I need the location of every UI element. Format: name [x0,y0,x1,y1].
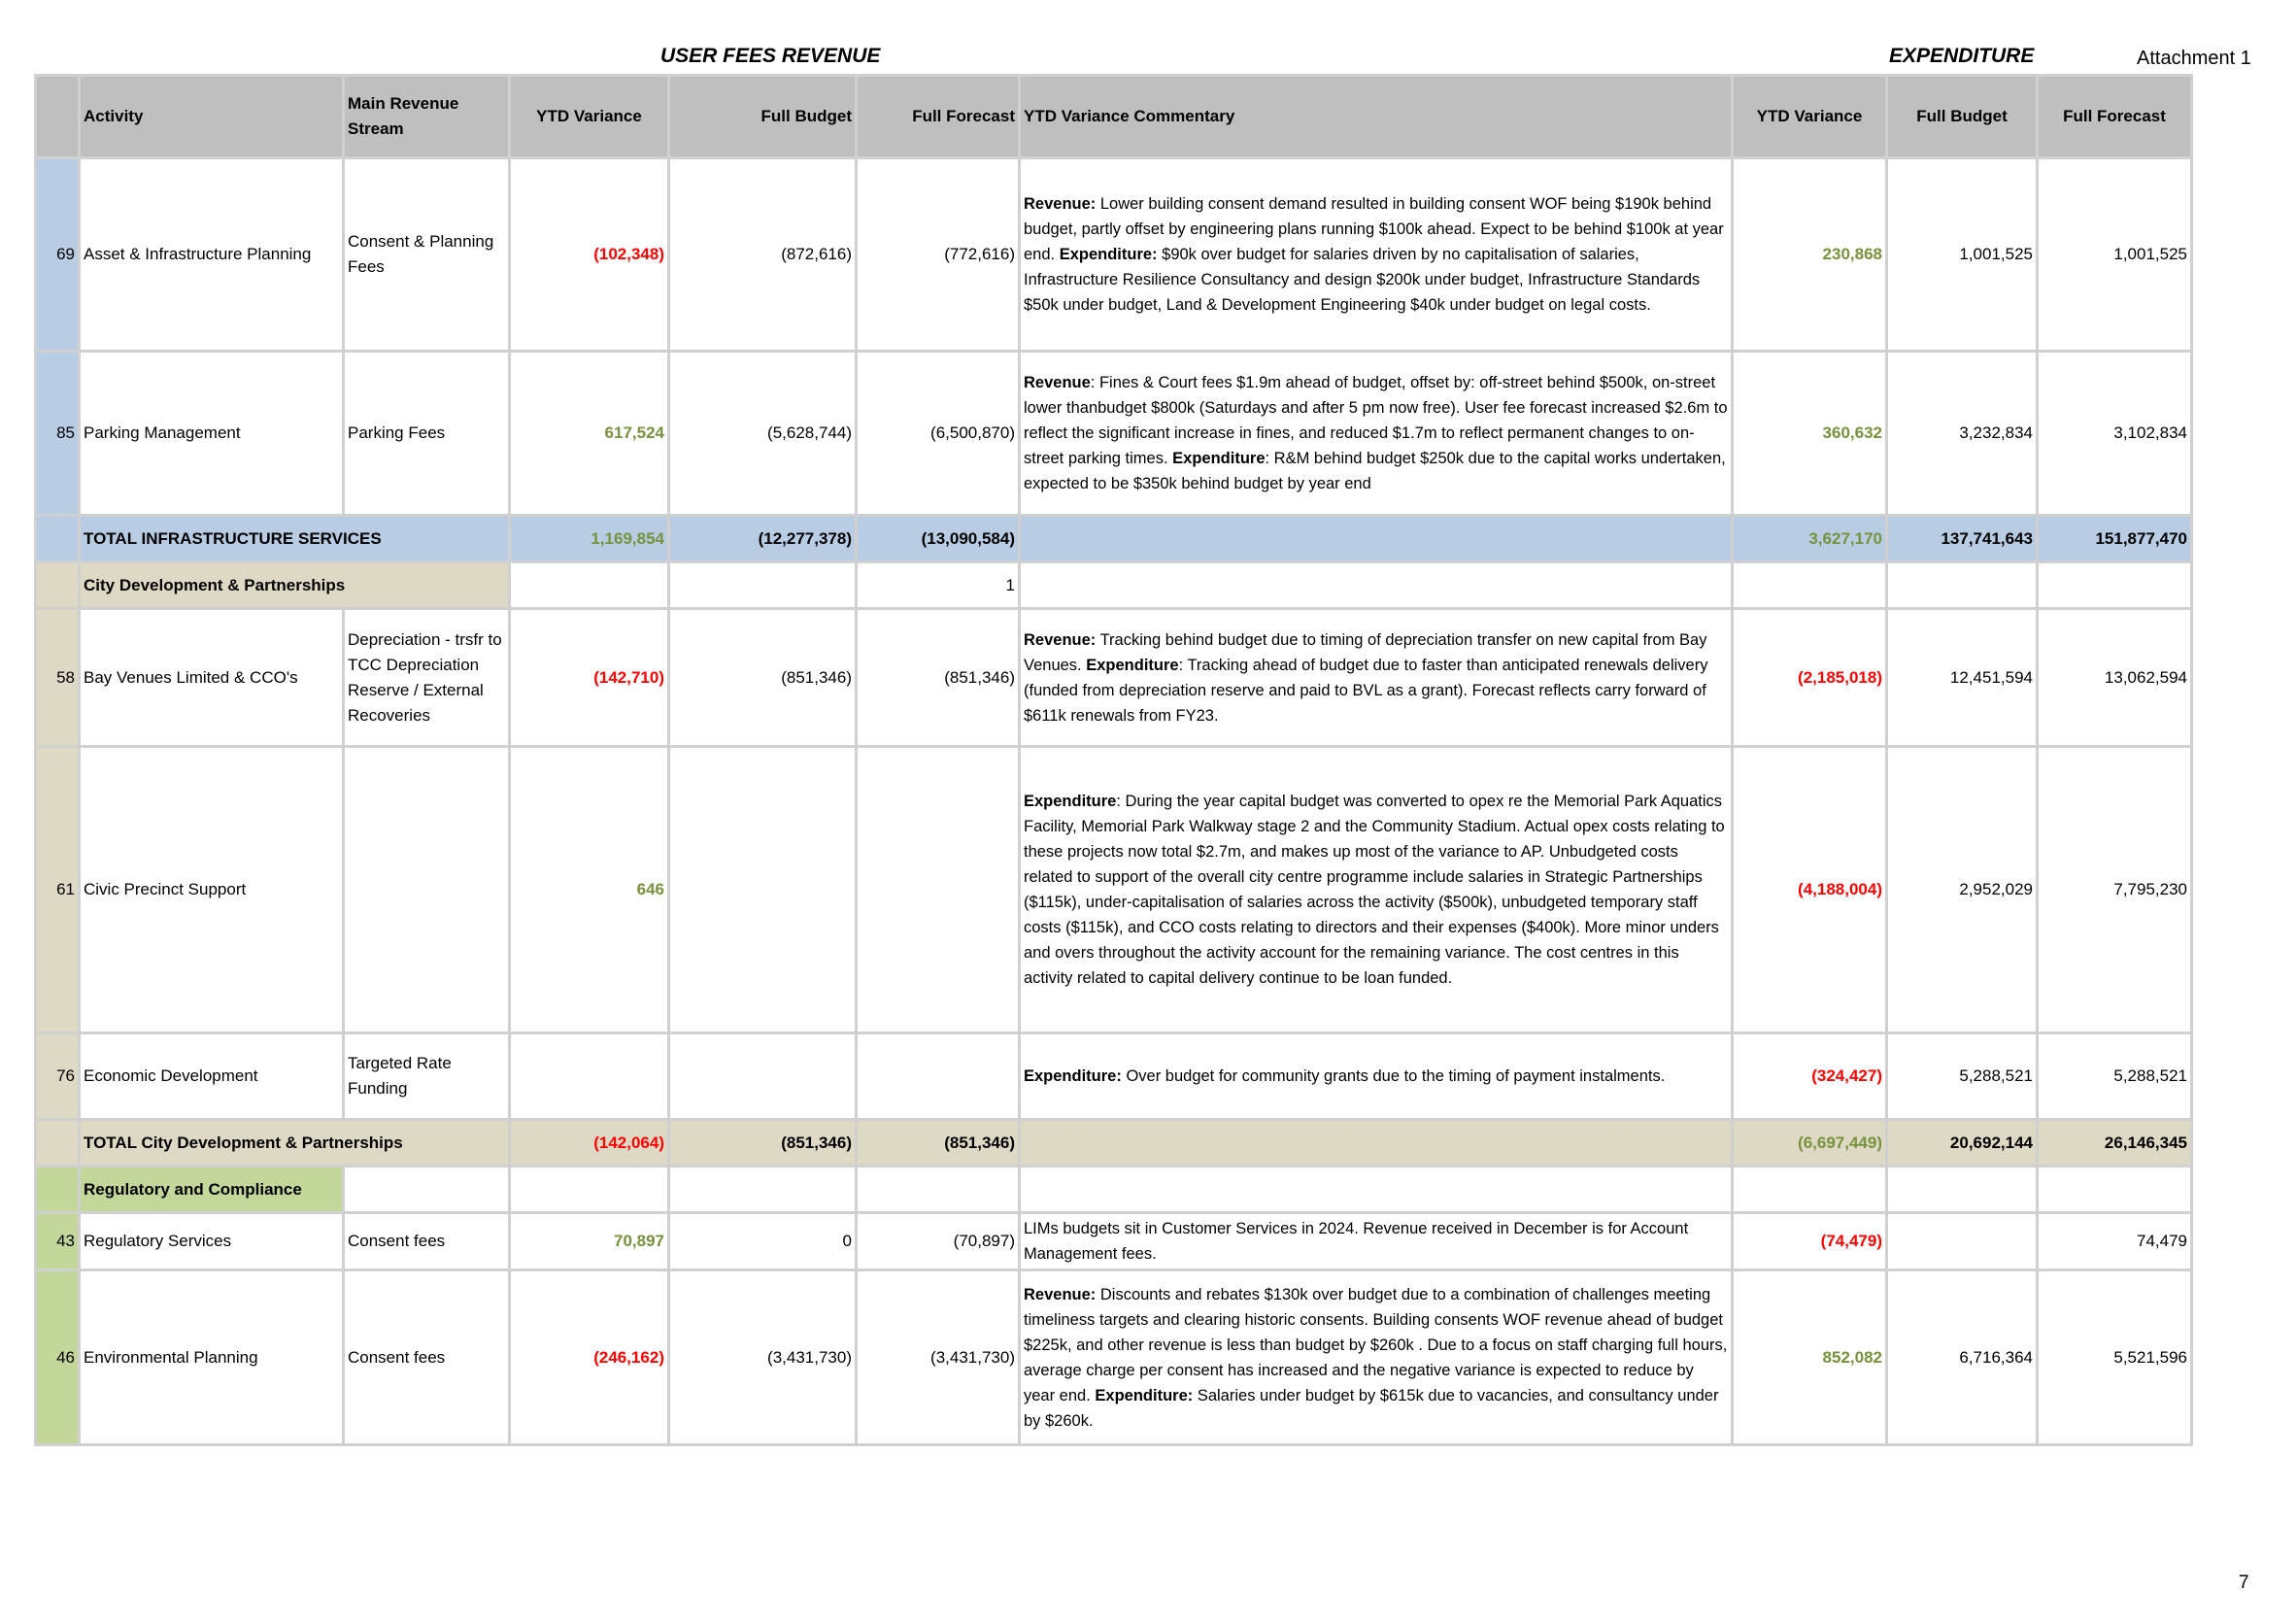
expenditure-ytd-variance: (2,185,018) [1733,609,1887,747]
commentary-label-expenditure: Expenditure: [1059,246,1158,263]
revenue-stream-cell: Consent fees [344,1270,510,1445]
revenue-ytd-variance: 70,897 [510,1213,669,1270]
expenditure-full-budget: 137,741,643 [1887,516,2038,562]
expenditure-full-budget [1887,1213,2038,1270]
activity-cell: Regulatory Services [80,1213,344,1270]
expenditure-full-forecast [2038,562,2192,609]
table-row [36,158,2192,352]
header-revenue-ytd-variance: YTD Variance [510,76,669,158]
section-header-row [36,562,2192,609]
revenue-full-forecast: (70,897) [857,1213,1020,1270]
activity-cell: Civic Precinct Support [80,747,344,1033]
variance-commentary [1020,1120,1733,1167]
commentary-label-revenue: Revenue [1024,374,1091,391]
variance-commentary [1020,1167,1733,1213]
table-row [36,1270,2192,1445]
row-number [36,562,80,609]
variance-commentary: LIMs budgets sit in Customer Services in 2024. Revenue received in December is for Account Management fees. [1020,1213,1733,1270]
section-header-row [36,1167,2192,1213]
section-label: City Development & Partnerships [80,562,510,609]
activity-cell: Economic Development [80,1033,344,1120]
row-number: 76 [36,1033,80,1120]
header-num [36,76,80,158]
row-number [36,516,80,562]
commentary-text: Lower building consent demand resulted in building consent WOF being $190k behind budget, partly offset by engineering plans running $100k ahead. Expect to be behind $100k at year end. [1024,195,1724,263]
commentary-label-expenditure: Expenditure [1172,450,1266,467]
revenue-stream-cell: Consent & Planning Fees [344,158,510,352]
commentary-label-revenue: Revenue: [1024,630,1097,649]
header-expenditure-full-forecast: Full Forecast [2038,76,2192,158]
expenditure-full-forecast: 74,479 [2038,1213,2192,1270]
expenditure-full-budget: 5,288,521 [1887,1033,2038,1120]
revenue-full-forecast: (3,431,730) [857,1270,1020,1445]
revenue-full-budget: (851,346) [669,609,857,747]
revenue-full-budget [669,1167,857,1213]
commentary-label-expenditure: Expenditure [1024,793,1117,810]
expenditure-full-forecast: 7,795,230 [2038,747,2192,1033]
revenue-full-forecast: (851,346) [857,1120,1020,1167]
commentary-label-revenue: Revenue: [1024,195,1097,213]
variance-commentary [1020,609,1733,747]
expenditure-full-forecast: 3,102,834 [2038,352,2192,516]
table-header-row [36,76,2192,158]
expenditure-full-budget [1887,1167,2038,1213]
revenue-stream-cell: Depreciation - trsfr to TCC Depreciation Reserve / External Recoveries [344,609,510,747]
expenditure-ytd-variance [1733,562,1887,609]
row-number [36,1167,80,1213]
expenditure-ytd-variance: (74,479) [1733,1213,1887,1270]
activity-cell: Environmental Planning [80,1270,344,1445]
revenue-full-forecast: (13,090,584) [857,516,1020,562]
expenditure-ytd-variance: (4,188,004) [1733,747,1887,1033]
commentary-label-expenditure: Expenditure: [1024,1067,1122,1085]
revenue-full-budget: (851,346) [669,1120,857,1167]
revenue-ytd-variance: (142,064) [510,1120,669,1167]
page-number: 7 [2239,1573,2249,1593]
revenue-stream-cell: Parking Fees [344,352,510,516]
table-row [36,609,2192,747]
row-number: 43 [36,1213,80,1270]
expenditure-full-budget: 6,716,364 [1887,1270,2038,1445]
expenditure-ytd-variance: (324,427) [1733,1033,1887,1120]
expenditure-full-forecast: 1,001,525 [2038,158,2192,352]
revenue-full-forecast: (851,346) [857,609,1020,747]
expenditure-full-budget: 20,692,144 [1887,1120,2038,1167]
header-revenue-full-forecast: Full Forecast [857,76,1020,158]
header-commentary: YTD Variance Commentary [1020,76,1733,158]
expenditure-full-budget: 2,952,029 [1887,747,2038,1033]
expenditure-full-forecast: 5,521,596 [2038,1270,2192,1445]
revenue-full-budget: 0 [669,1213,857,1270]
revenue-full-forecast: 1 [857,562,1020,609]
table-row [36,352,2192,516]
expenditure-ytd-variance: 3,627,170 [1733,516,1887,562]
revenue-stream-cell: Consent fees [344,1213,510,1270]
revenue-ytd-variance: 1,169,854 [510,516,669,562]
header-main-revenue-stream: Main Revenue Stream [344,76,510,158]
table-row [36,747,2192,1033]
expenditure-full-forecast: 13,062,594 [2038,609,2192,747]
revenue-full-budget [669,747,857,1033]
row-number: 58 [36,609,80,747]
commentary-text: Over budget for community grants due to the timing of payment instalments. [1121,1067,1666,1085]
commentary-text: Tracking behind budget due to timing of depreciation transfer on new capital from Bay Venues. [1024,630,1707,674]
row-number: 61 [36,747,80,1033]
expenditure-ytd-variance: 360,632 [1733,352,1887,516]
total-label: TOTAL INFRASTRUCTURE SERVICES [80,516,510,562]
commentary-text: : During the year capital budget was converted to opex re the Memorial Park Aquatics Facility, Memorial Park Walkway stage 2 and the Community Stadium. Actual opex costs relating to these projects now total $2.7m, and makes up most of the variance to AP. Unbudgeted costs related to support of the overall city centre programme include salaries in Strategic Partnerships ($115k), under-capitalisation of salaries across the activity ($500k), unbudgeted temporary staff costs ($115k), and CCO costs relating to directors and their expenses ($400k). More minor unders and overs throughout the activity account for the remaining variance. The cost centres in this activity related to capital delivery continue to be loan funded. [1024,793,1725,987]
commentary-text: : Fines & Court fees $1.9m ahead of budget, offset by: off-street behind $500k, on-street lower thanbudget $800k (Saturdays and after 5 pm now free). User fee forecast increased $2.6m to reflect the significant increase in fines, and reduced $1.7m to reflect permanent changes to on-street parking times. [1024,374,1728,467]
revenue-full-budget: (5,628,744) [669,352,857,516]
expenditure-full-forecast: 26,146,345 [2038,1120,2192,1167]
row-number: 46 [36,1270,80,1445]
revenue-section-title: USER FEES REVENUE [660,45,881,67]
expenditure-full-forecast: 5,288,521 [2038,1033,2192,1120]
table-row [36,1213,2192,1270]
commentary-text: Salaries under budget by $615k due to vacancies, and consultancy under by $260k. [1024,1386,1719,1430]
table-row [36,1033,2192,1120]
variance-commentary [1020,516,1733,562]
total-label: TOTAL City Development & Partnerships [80,1120,510,1167]
header-expenditure-ytd-variance: YTD Variance [1733,76,1887,158]
revenue-full-forecast: (772,616) [857,158,1020,352]
commentary-label-revenue: Revenue: [1024,1285,1097,1303]
total-city-development-row [36,1120,2192,1167]
revenue-full-forecast: (6,500,870) [857,352,1020,516]
expenditure-ytd-variance [1733,1167,1887,1213]
revenue-ytd-variance: (246,162) [510,1270,669,1445]
revenue-ytd-variance [510,1033,669,1120]
variance-commentary [1020,352,1733,516]
commentary-text: : R&M behind budget $250k due to the capital works undertaken, expected to be $350k behind budget by year end [1024,450,1726,492]
expenditure-ytd-variance: (6,697,449) [1733,1120,1887,1167]
expenditure-full-forecast [2038,1167,2192,1213]
expenditure-full-budget: 1,001,525 [1887,158,2038,352]
header-activity: Activity [80,76,344,158]
revenue-ytd-variance: 646 [510,747,669,1033]
activity-cell: Asset & Infrastructure Planning [80,158,344,352]
row-number [36,1120,80,1167]
revenue-full-forecast [857,1033,1020,1120]
revenue-full-forecast [857,1167,1020,1213]
expenditure-full-budget: 12,451,594 [1887,609,2038,747]
revenue-ytd-variance: 617,524 [510,352,669,516]
total-infrastructure-row [36,516,2192,562]
variance-commentary [1020,562,1733,609]
expenditure-section-title: EXPENDITURE [1889,45,2035,67]
revenue-full-forecast [857,747,1020,1033]
variance-commentary [1020,747,1733,1033]
header-revenue-full-budget: Full Budget [669,76,857,158]
revenue-ytd-variance [510,1167,669,1213]
commentary-text: Discounts and rebates $130k over budget due to a combination of challenges meeting timeliness targets and clearing historic consents. Building consents WOF revenue ahead of budget $225k, and other revenue is less than budget by $260k . Due to a focus on staff charging full hours, average charge per consent has increased and the negative variance is expected to reduce by year end. [1024,1285,1728,1404]
header-expenditure-full-budget: Full Budget [1887,76,2038,158]
revenue-full-budget [669,1033,857,1120]
revenue-ytd-variance [510,562,669,609]
revenue-stream-cell [344,1167,510,1213]
commentary-text: $90k over budget for salaries driven by no capitalisation of salaries, Infrastructure Resilience Consultancy and design $200k under budget, Infrastructure Standards $50k under budget, Land & Development Engineering $40k under budget on legal costs. [1024,246,1701,314]
activity-cell: Bay Venues Limited & CCO's [80,609,344,747]
revenue-ytd-variance: (102,348) [510,158,669,352]
commentary-label-expenditure: Expenditure: [1095,1386,1194,1404]
row-number: 85 [36,352,80,516]
section-label: Regulatory and Compliance [80,1167,344,1213]
revenue-stream-cell: Targeted Rate Funding [344,1033,510,1120]
variance-report-table [34,74,2193,1446]
revenue-ytd-variance: (142,710) [510,609,669,747]
commentary-label-expenditure: Expenditure [1086,656,1179,674]
expenditure-ytd-variance: 852,082 [1733,1270,1887,1445]
expenditure-full-forecast: 151,877,470 [2038,516,2192,562]
revenue-stream-cell [344,747,510,1033]
variance-commentary [1020,158,1733,352]
commentary-text: : Tracking ahead of budget due to faster than anticipated renewals delivery (funded from depreciation reserve and paid to BVL as a grant). Forecast reflects carry forward of $611k renewals from FY23. [1024,656,1708,725]
revenue-full-budget: (3,431,730) [669,1270,857,1445]
revenue-full-budget [669,562,857,609]
variance-commentary [1020,1270,1733,1445]
variance-commentary [1020,1033,1733,1120]
expenditure-full-budget [1887,562,2038,609]
expenditure-ytd-variance: 230,868 [1733,158,1887,352]
revenue-full-budget: (12,277,378) [669,516,857,562]
activity-cell: Parking Management [80,352,344,516]
attachment-label: Attachment 1 [2137,48,2251,69]
row-number: 69 [36,158,80,352]
revenue-full-budget: (872,616) [669,158,857,352]
expenditure-full-budget: 3,232,834 [1887,352,2038,516]
